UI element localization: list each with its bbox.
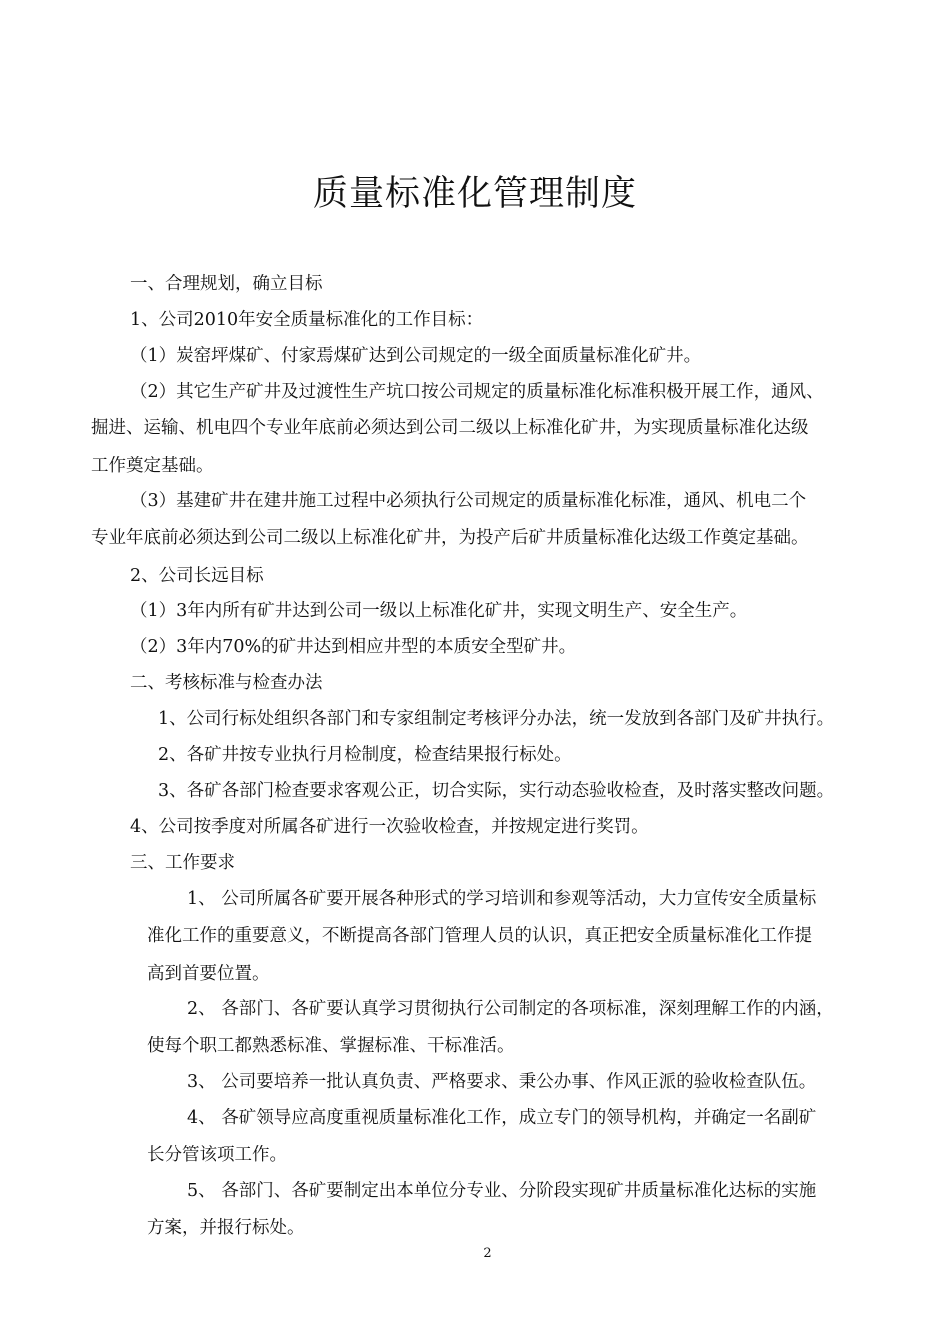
body-line: 3、 公司要培养一批认真负责、严格要求、秉公办事、作风正派的验收检查队伍。 — [187, 1072, 817, 1092]
body-line: 1、 公司所属各矿要开展各种形式的学习培训和参观等活动，大力宣传安全质量标 — [187, 889, 817, 909]
body-line: 5、 各部门、各矿要制定出本单位分专业、分阶段实现矿井质量标准化达标的实施 — [187, 1181, 817, 1201]
body-line: 使每个职工都熟悉标准、掌握标准、干标准活。 — [147, 1036, 515, 1056]
body-line: 2、 各部门、各矿要认真学习贯彻执行公司制定的各项标准，深刻理解工作的内涵， — [187, 999, 834, 1019]
page-number: 2 — [483, 1246, 492, 1261]
body-line: （1）3年内所有矿井达到公司一级以上标准化矿井，实现文明生产、安全生产。 — [130, 601, 748, 621]
section-heading-3: 三、工作要求 — [130, 853, 235, 873]
body-line: 3、各矿各部门检查要求客观公正，切合实际，实行动态验收检查，及时落实整改问题。 — [158, 781, 835, 801]
body-line: （1）炭窑坪煤矿、付家焉煤矿达到公司规定的一级全面质量标准化矿井。 — [130, 346, 702, 366]
body-line: （2）其它生产矿井及过渡性生产坑口按公司规定的质量标准化标准积极开展工作，通风、 — [130, 382, 824, 402]
body-line: 工作奠定基础。 — [91, 456, 214, 476]
body-line: 准化工作的重要意义，不断提高各部门管理人员的认识，真正把安全质量标准化工作提 — [147, 926, 812, 946]
body-line: 2、公司长远目标 — [130, 566, 264, 586]
body-line: 1、公司行标处组织各部门和专家组制定考核评分办法，统一发放到各部门及矿井执行。 — [158, 709, 835, 729]
body-line: 1、公司2010年安全质量标准化的工作目标： — [130, 310, 484, 330]
body-line: 专业年底前必须达到公司二级以上标准化矿井，为投产后矿井质量标准化达级工作奠定基础。 — [91, 528, 809, 548]
section-heading-1: 一、合理规划，确立目标 — [130, 274, 323, 294]
body-line: 方案，并报行标处。 — [147, 1218, 305, 1238]
body-line: 长分管该项工作。 — [147, 1145, 287, 1165]
body-line: 2、各矿井按专业执行月检制度，检查结果报行标处。 — [158, 745, 572, 765]
body-line: （2）3年内70%的矿井达到相应井型的本质安全型矿井。 — [130, 637, 577, 657]
body-line: （3）基建矿井在建井施工过程中必须执行公司规定的质量标准化标准，通风、机电二个 — [130, 491, 807, 511]
section-heading-2: 二、考核标准与检查办法 — [130, 673, 323, 693]
body-line: 高到首要位置。 — [147, 964, 270, 984]
body-line: 掘进、运输、机电四个专业年底前必须达到公司二级以上标准化矿井，为实现质量标准化达级 — [91, 418, 809, 438]
document-title: 质量标准化管理制度 — [312, 174, 637, 214]
body-line: 4、 各矿领导应高度重视质量标准化工作，成立专门的领导机构，并确定一名副矿 — [187, 1108, 817, 1128]
body-line: 4、公司按季度对所属各矿进行一次验收检查，并按规定进行奖罚。 — [130, 817, 649, 837]
